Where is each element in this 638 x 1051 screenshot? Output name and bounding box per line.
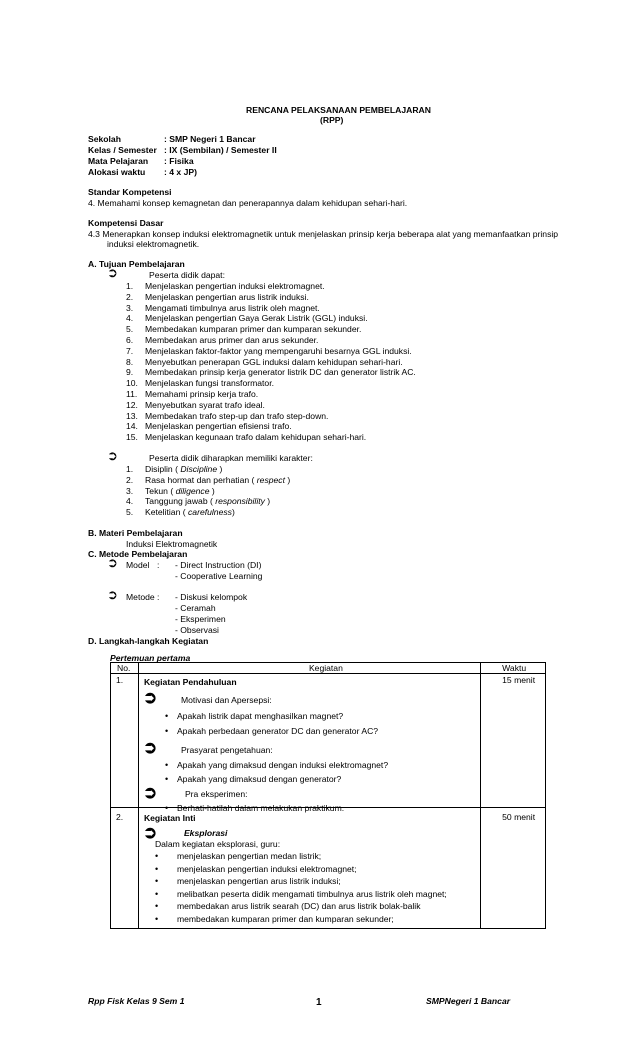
bullet-icon: • — [164, 726, 169, 736]
sub-label: Eksplorasi — [183, 828, 228, 838]
row-waktu-cell — [481, 808, 546, 929]
metode-heading: C. Metode Pembelajaran — [88, 549, 188, 559]
list-item: menjelaskan pengertian medan listrik; — [176, 851, 322, 861]
karakter-item-number: 5. — [126, 507, 134, 518]
arrow-icon: ➲ — [107, 555, 118, 570]
model-item: - Direct Instruction (DI) — [175, 560, 262, 570]
bullet-icon: • — [154, 888, 159, 899]
identity-label-kelas: Kelas / Semester — [88, 145, 157, 155]
materi-heading: B. Materi Pembelajaran — [88, 528, 183, 538]
arrow-icon: ➲ — [142, 783, 158, 802]
kd-text-line1: 4.3 Menerapkan konsep induksi elektromagnetik untuk menjelaskan prinsip kerja beberapa alat yang memanfaatkan prinsip — [88, 229, 559, 239]
arrow-icon: ➲ — [107, 265, 118, 280]
row-no-cell — [111, 674, 139, 808]
karakter-item-post: ) — [209, 485, 215, 496]
tujuan-item-number: 6. — [126, 335, 134, 345]
tujuan-item-number: 11. — [126, 389, 138, 399]
list-item: menjelaskan pengertian arus listrik induksi; — [176, 876, 341, 886]
identity-value-alokasi: : 4 x JP) — [164, 167, 197, 177]
table-row — [111, 674, 546, 808]
bullet-icon: • — [154, 851, 159, 861]
page-number: 1 — [316, 997, 322, 1008]
row-no: 1. — [116, 675, 124, 685]
karakter-item-number: 4. — [126, 496, 134, 507]
tujuan-item: Menjelaskan pengertian efisiensi trafo. — [145, 421, 292, 432]
doc-title: RENCANA PELAKSANAAN PEMBELAJARAN — [246, 105, 431, 115]
arrow-icon: ➲ — [142, 688, 158, 707]
list-item: Apakah yang dimaksud dengan generator? — [176, 774, 342, 784]
tujuan-item: Mengamati timbulnya arus listrik oleh magnet. — [145, 302, 320, 313]
karakter-item-pre: Tekun ( — [145, 485, 176, 496]
footer-left: Rpp Fisk Kelas 9 Sem 1 — [88, 996, 185, 1006]
row-kegiatan-cell — [138, 808, 480, 929]
col-waktu-label: Waktu — [502, 663, 527, 673]
tujuan-item: Menjelaskan pengertian arus listrik induksi. — [145, 291, 309, 302]
group-label: Pra eksperimen: — [184, 789, 248, 799]
tujuan-item: Menjelaskan pengertian induksi elektromagnet. — [145, 281, 325, 291]
group-label: Motivasi dan Apersepsi: — [180, 695, 272, 705]
arrow-icon: ➲ — [107, 587, 118, 602]
tujuan-item: Membedakan prinsip kerja generator listrik DC dan generator listrik AC. — [145, 367, 416, 378]
row-title: Kegiatan Pendahuluan — [143, 677, 237, 687]
kegiatan-table — [110, 662, 546, 929]
identity-value-sekolah: : SMP Negeri 1 Bancar — [164, 134, 256, 144]
metode-label: Metode : — [126, 592, 160, 602]
list-item: Apakah perbedaan generator DC dan generator AC? — [176, 726, 379, 736]
karakter-item — [145, 486, 215, 496]
tujuan-item: Menjelaskan fungsi transformator. — [145, 378, 274, 389]
identity-label-alokasi: Alokasi waktu — [88, 167, 146, 177]
bullet-icon: • — [154, 901, 159, 911]
group-label: Prasyarat pengetahuan: — [180, 745, 273, 755]
langkah-heading: D. Langkah-langkah Kegiatan — [88, 636, 209, 646]
list-item: Apakah listrik dapat menghasilkan magnet? — [176, 711, 344, 721]
karakter-item-pre: Disiplin ( — [145, 464, 181, 474]
metode-item: - Observasi — [175, 625, 219, 635]
karakter-item-it: respect — [256, 474, 285, 485]
sk-text: 4. Memahami konsep kemagnetan dan penerapannya dalam kehidupan sehari-hari. — [88, 198, 408, 208]
tujuan-item-number: 2. — [126, 291, 134, 302]
tujuan-item: Menyebutkan syarat trafo ideal. — [145, 399, 265, 410]
karakter-item-post: ) — [231, 507, 235, 518]
tujuan-item-number: 13. — [126, 410, 138, 421]
karakter-item-it: Discipline — [180, 464, 218, 474]
col-no-label: No. — [117, 663, 131, 673]
bullet-icon: • — [164, 774, 169, 784]
tujuan-item: Membedakan kumparan primer dan kumparan sekunder. — [145, 324, 362, 335]
list-item: menjelaskan pengertian induksi elektromagnet; — [176, 863, 357, 874]
bullet-icon: • — [164, 803, 169, 813]
karakter-item-it: diligence — [175, 485, 210, 496]
col-kegiatan-label: Kegiatan — [308, 663, 343, 673]
model-label: Model — [126, 560, 150, 570]
tujuan-item: Membedakan trafo step-up dan trafo step-down. — [145, 410, 329, 421]
col-kegiatan-header — [138, 663, 480, 674]
tujuan-item-number: 3. — [126, 302, 134, 313]
karakter-item — [145, 464, 222, 474]
karakter-item — [145, 475, 290, 485]
identity-label-sekolah: Sekolah — [88, 134, 121, 144]
tujuan-item: Menjelaskan pengertian Gaya Gerak Listrik (GGL) induksi. — [145, 313, 368, 324]
col-no-header — [111, 663, 139, 674]
tujuan-intro: Peserta didik dapat: — [149, 270, 225, 280]
karakter-item — [145, 496, 270, 506]
tujuan-item-number: 8. — [126, 356, 134, 367]
arrow-icon: ➲ — [142, 823, 158, 842]
row-waktu: 15 menit — [502, 675, 536, 685]
identity-value-kelas: : IX (Sembilan) / Semester II — [164, 145, 277, 155]
list-item: melibatkan peserta didik mengamati timbulnya arus listrik oleh magnet; — [176, 888, 447, 899]
row-waktu-cell — [481, 674, 546, 808]
tujuan-heading: A. Tujuan Pembelajaran — [88, 259, 185, 269]
table-header-row — [111, 663, 546, 674]
list-item: membedakan kumparan primer dan kumparan sekunder; — [176, 913, 394, 924]
bullet-icon: • — [164, 711, 169, 721]
karakter-item-number: 2. — [126, 474, 134, 485]
metode-item: - Eksperimen — [175, 614, 226, 624]
karakter-item-it: responsibility — [215, 496, 265, 507]
tujuan-item-number: 10. — [126, 378, 138, 389]
bullet-icon: • — [154, 863, 159, 874]
identity-label-mapel: Mata Pelajaran — [88, 156, 149, 166]
identity-value-mapel: : Fisika — [164, 156, 194, 166]
kd-heading: Kompetensi Dasar — [88, 218, 164, 228]
footer-right: SMPNegeri 1 Bancar — [426, 996, 511, 1006]
row-title: Kegiatan Inti — [143, 813, 196, 823]
row-kegiatan-cell — [138, 674, 480, 813]
kd-text-line2: induksi elektromagnetik. — [107, 239, 200, 249]
tujuan-item-number: 9. — [126, 367, 134, 378]
karakter-item-number: 3. — [126, 485, 134, 496]
col-waktu-header — [481, 663, 546, 674]
tujuan-item-number: 14. — [126, 421, 138, 432]
tujuan-item-number: 5. — [126, 324, 134, 335]
row-no: 2. — [116, 812, 124, 822]
model-colon: : — [157, 560, 160, 570]
arrow-icon: ➲ — [142, 738, 158, 757]
pertemuan-label: Pertemuan pertama — [110, 653, 191, 663]
section-intro: Dalam kegiatan eksplorasi, guru: — [154, 839, 281, 849]
tujuan-item: Memahami prinsip kerja trafo. — [145, 389, 259, 399]
tujuan-item-number: 1. — [126, 281, 134, 291]
tujuan-item-number: 7. — [126, 345, 134, 356]
row-no-cell — [111, 808, 139, 929]
tujuan-item-number: 4. — [126, 313, 134, 324]
karakter-item-post: ) — [264, 496, 271, 507]
karakter-item-it: carefulness — [188, 507, 232, 518]
materi-text: Induksi Elektromagnetik — [126, 539, 218, 549]
table-row — [111, 808, 546, 929]
tujuan-item: Membedakan arus primer dan arus sekunder. — [145, 335, 319, 345]
karakter-intro: Peserta didik diharapkan memiliki karakter: — [149, 453, 313, 463]
doc-subtitle: (RPP) — [320, 115, 344, 125]
tujuan-item-number: 12. — [126, 399, 138, 410]
row-waktu: 50 menit — [502, 812, 536, 822]
tujuan-item: Menjelaskan kegunaan trafo dalam kehidupan sehari-hari. — [145, 432, 367, 443]
karakter-item-pre: Rasa hormat dan perhatian ( — [145, 474, 257, 485]
sk-heading: Standar Kompetensi — [88, 187, 172, 197]
tujuan-item: Menyebutkan penerapan GGL induksi dalam kehidupan sehari-hari. — [145, 356, 403, 367]
bullet-icon: • — [154, 913, 159, 924]
karakter-item-pre: Ketelitian ( — [145, 507, 188, 518]
karakter-item-post: ) — [217, 464, 223, 474]
list-item: Berhati-hatilah dalam melakukan praktikum. — [176, 803, 345, 813]
metode-item: - Diskusi kelompok — [175, 592, 248, 602]
bullet-icon: • — [154, 876, 159, 886]
karakter-item-number: 1. — [126, 464, 134, 474]
tujuan-item: Menjelaskan faktor-faktor yang mempengaruhi besarnya GGL induksi. — [145, 345, 412, 356]
tujuan-item-number: 15. — [126, 432, 138, 443]
arrow-icon: ➲ — [107, 448, 118, 463]
model-item: - Cooperative Learning — [175, 571, 263, 581]
list-item: membedakan arus listrik searah (DC) dan arus listrik bolak-balik — [176, 901, 421, 911]
karakter-item — [145, 507, 235, 517]
karakter-item-post: ) — [284, 474, 291, 485]
metode-item: - Ceramah — [175, 603, 216, 613]
karakter-item-pre: Tanggung jawab ( — [145, 496, 216, 507]
bullet-icon: • — [164, 760, 169, 770]
list-item: Apakah yang dimaksud dengan induksi elektromagnet? — [176, 760, 389, 770]
